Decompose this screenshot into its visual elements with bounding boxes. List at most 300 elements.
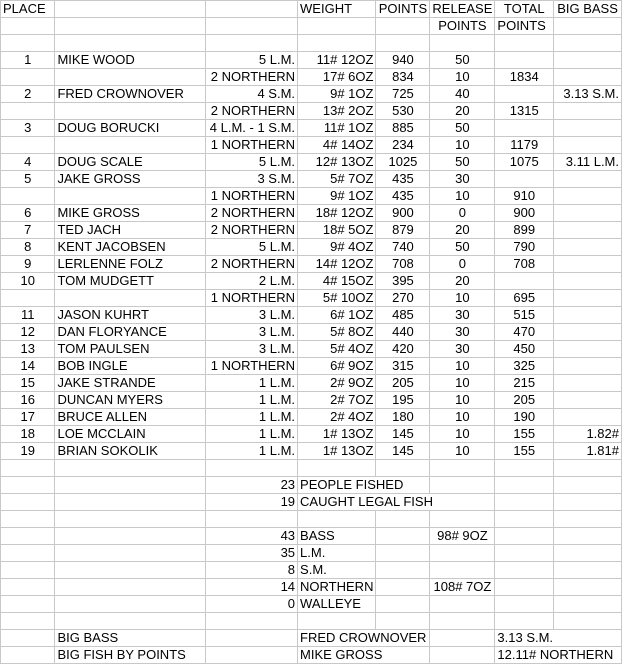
release-points-cell: 10: [430, 137, 495, 154]
weight-cell: 9# 4OZ: [298, 239, 376, 256]
release-points-cell: 20: [430, 222, 495, 239]
fish-caught-cell: 3 S.M.: [206, 171, 298, 188]
bass-count: 43: [206, 528, 298, 545]
release-points-cell: 50: [430, 154, 495, 171]
blank-cell: [495, 511, 554, 528]
blank-cell: [376, 613, 430, 630]
total-points-cell: [495, 52, 554, 69]
table-row: [1, 239, 622, 256]
sm-count: 8: [206, 562, 298, 579]
lm-row: [1, 545, 622, 562]
place-cell: 19: [1, 443, 55, 460]
blank-cell: [495, 562, 554, 579]
results-rows: [1, 52, 622, 460]
angler-name-cell: LERLENNE FOLZ: [55, 256, 206, 273]
blank-cell: [298, 613, 376, 630]
blank-cell: [1, 494, 55, 511]
total-points-cell: 899: [495, 222, 554, 239]
angler-name-cell: JASON KUHRT: [55, 307, 206, 324]
angler-name-cell: [55, 137, 206, 154]
header-release: RELEASE: [430, 1, 495, 18]
header-total: TOTAL: [495, 1, 554, 18]
weight-cell: 12# 13OZ: [298, 154, 376, 171]
total-points-cell: 1075: [495, 154, 554, 171]
blank-cell: [55, 477, 206, 494]
angler-name-cell: [55, 103, 206, 120]
table-row: [1, 171, 622, 188]
header-row-2: [1, 18, 622, 35]
blank-cell: [206, 18, 298, 35]
summary-section: [1, 460, 622, 664]
total-points-cell: 205: [495, 392, 554, 409]
big-bass-cell: [554, 103, 622, 120]
fish-caught-cell: 2 NORTHERN: [206, 205, 298, 222]
release-points-cell: 10: [430, 409, 495, 426]
angler-name-cell: TOM PAULSEN: [55, 341, 206, 358]
points-cell: 195: [376, 392, 430, 409]
points-cell: 440: [376, 324, 430, 341]
blank-cell: [430, 460, 495, 477]
fish-caught-cell: 2 NORTHERN: [206, 103, 298, 120]
fish-caught-cell: 2 L.M.: [206, 273, 298, 290]
blank-cell: [206, 613, 298, 630]
release-points-cell: 10: [430, 375, 495, 392]
blank-cell: [495, 545, 554, 562]
table-row: [1, 188, 622, 205]
blank-cell: [554, 528, 622, 545]
total-points-cell: 155: [495, 426, 554, 443]
angler-name-cell: DOUG BORUCKI: [55, 120, 206, 137]
table-row: [1, 103, 622, 120]
total-points-cell: 1179: [495, 137, 554, 154]
total-points-cell: 910: [495, 188, 554, 205]
blank-cell: [430, 545, 495, 562]
points-cell: 270: [376, 290, 430, 307]
blank-cell: [554, 613, 622, 630]
release-points-cell: 10: [430, 443, 495, 460]
blank-cell: [55, 528, 206, 545]
people-fished-row: [1, 477, 622, 494]
place-cell: [1, 137, 55, 154]
points-cell: 885: [376, 120, 430, 137]
blank-cell: [495, 579, 554, 596]
release-points-cell: 50: [430, 120, 495, 137]
table-row: [1, 290, 622, 307]
weight-cell: 17# 6OZ: [298, 69, 376, 86]
place-cell: [1, 188, 55, 205]
people-fished-label: PEOPLE FISHED: [298, 477, 430, 494]
northern-row: [1, 579, 622, 596]
blank-cell: [376, 579, 430, 596]
fish-caught-cell: 2 NORTHERN: [206, 256, 298, 273]
big-bass-cell: [554, 256, 622, 273]
blank-cell: [1, 18, 55, 35]
big-bass-cell: [554, 358, 622, 375]
place-cell: [1, 69, 55, 86]
place-cell: 18: [1, 426, 55, 443]
place-cell: [1, 290, 55, 307]
release-points-cell: 10: [430, 392, 495, 409]
big-bass-cell: [554, 392, 622, 409]
big-bass-cell: [554, 52, 622, 69]
big-fish-award-row: [1, 647, 622, 664]
table-row: [1, 443, 622, 460]
fish-caught-cell: 1 L.M.: [206, 426, 298, 443]
big-bass-cell: [554, 120, 622, 137]
spacer-row: [1, 35, 622, 52]
big-bass-cell: [554, 205, 622, 222]
weight-cell: 5# 8OZ: [298, 324, 376, 341]
points-cell: 420: [376, 341, 430, 358]
points-cell: 180: [376, 409, 430, 426]
table-row: [1, 375, 622, 392]
points-cell: 145: [376, 426, 430, 443]
weight-cell: 9# 1OZ: [298, 86, 376, 103]
header-weight: WEIGHT: [298, 1, 376, 18]
place-cell: 17: [1, 409, 55, 426]
blank-cell: [376, 460, 430, 477]
weight-cell: 6# 1OZ: [298, 307, 376, 324]
table-row: [1, 137, 622, 154]
big-fish-award-value: 12.11# NORTHERN: [495, 647, 622, 664]
weight-cell: 11# 12OZ: [298, 52, 376, 69]
release-points-cell: 10: [430, 426, 495, 443]
fish-caught-cell: 1 L.M.: [206, 375, 298, 392]
angler-name-cell: JAKE GROSS: [55, 171, 206, 188]
release-points-cell: 40: [430, 86, 495, 103]
walleye-count: 0: [206, 596, 298, 613]
weight-cell: 5# 7OZ: [298, 171, 376, 188]
blank-cell: [206, 460, 298, 477]
header-place: PLACE: [1, 1, 55, 18]
big-bass-cell: [554, 188, 622, 205]
caught-legal-count: 19: [206, 494, 298, 511]
blank-cell: [206, 630, 298, 647]
fish-caught-cell: 1 L.M.: [206, 392, 298, 409]
angler-name-cell: [55, 69, 206, 86]
caught-legal-label: CAUGHT LEGAL FISH: [298, 494, 495, 511]
points-cell: 879: [376, 222, 430, 239]
header-points: POINTS: [376, 1, 430, 18]
weight-cell: 18# 12OZ: [298, 205, 376, 222]
blank-cell: [298, 35, 376, 52]
weight-cell: 1# 13OZ: [298, 443, 376, 460]
blank-cell: [376, 596, 430, 613]
weight-cell: 6# 9OZ: [298, 358, 376, 375]
total-points-cell: 450: [495, 341, 554, 358]
big-bass-cell: [554, 137, 622, 154]
fish-caught-cell: 5 L.M.: [206, 52, 298, 69]
blank-cell: [376, 511, 430, 528]
blank-cell: [1, 35, 55, 52]
points-cell: 435: [376, 171, 430, 188]
big-bass-cell: [554, 324, 622, 341]
header-row: [1, 1, 622, 18]
weight-cell: 14# 12OZ: [298, 256, 376, 273]
big-fish-award-winner: MIKE GROSS: [298, 647, 430, 664]
points-cell: 834: [376, 69, 430, 86]
blank-cell: [1, 545, 55, 562]
table-row: [1, 426, 622, 443]
big-bass-cell: [554, 409, 622, 426]
weight-cell: 2# 7OZ: [298, 392, 376, 409]
points-cell: 145: [376, 443, 430, 460]
weight-cell: 2# 4OZ: [298, 409, 376, 426]
blank-cell: [495, 460, 554, 477]
blank-cell: [376, 528, 430, 545]
table-row: [1, 273, 622, 290]
blank-cell: [1, 477, 55, 494]
total-points-cell: 515: [495, 307, 554, 324]
table-row: [1, 120, 622, 137]
angler-name-cell: [55, 290, 206, 307]
release-points-cell: 30: [430, 324, 495, 341]
points-cell: 435: [376, 188, 430, 205]
blank-cell: [376, 35, 430, 52]
release-points-cell: 30: [430, 341, 495, 358]
blank-cell: [430, 562, 495, 579]
weight-cell: 11# 1OZ: [298, 120, 376, 137]
blank-cell: [430, 630, 495, 647]
header-big-bass: BIG BASS: [554, 1, 622, 18]
blank-cell: [376, 18, 430, 35]
blank-cell: [430, 596, 495, 613]
release-points-cell: 30: [430, 307, 495, 324]
fish-caught-cell: 4 L.M. - 1 S.M.: [206, 120, 298, 137]
fish-caught-cell: 1 NORTHERN: [206, 290, 298, 307]
weight-cell: 4# 14OZ: [298, 137, 376, 154]
release-points-cell: 20: [430, 273, 495, 290]
blank-cell: [495, 613, 554, 630]
blank-cell: [1, 511, 55, 528]
release-points-cell: 50: [430, 239, 495, 256]
big-bass-award-row: [1, 630, 622, 647]
weight-cell: 1# 13OZ: [298, 426, 376, 443]
table-row: [1, 86, 622, 103]
angler-name-cell: DUNCAN MYERS: [55, 392, 206, 409]
release-points-cell: 10: [430, 188, 495, 205]
angler-name-cell: DAN FLORYANCE: [55, 324, 206, 341]
blank-cell: [554, 494, 622, 511]
blank-cell: [554, 511, 622, 528]
angler-name-cell: BOB INGLE: [55, 358, 206, 375]
big-bass-cell: 3.11 L.M.: [554, 154, 622, 171]
points-cell: 1025: [376, 154, 430, 171]
blank-cell: [298, 460, 376, 477]
angler-name-cell: MIKE WOOD: [55, 52, 206, 69]
blank-cell: [1, 562, 55, 579]
header-fish-blank: [206, 1, 298, 18]
total-points-cell: [495, 86, 554, 103]
blank-cell: [495, 494, 554, 511]
blank-cell: [376, 562, 430, 579]
blank-cell: [554, 545, 622, 562]
place-cell: 2: [1, 86, 55, 103]
weight-cell: 13# 2OZ: [298, 103, 376, 120]
big-bass-award-label: BIG BASS: [55, 630, 206, 647]
total-points-cell: 1315: [495, 103, 554, 120]
place-cell: [1, 103, 55, 120]
points-cell: 234: [376, 137, 430, 154]
big-bass-cell: 3.13 S.M.: [554, 86, 622, 103]
big-bass-cell: [554, 239, 622, 256]
bass-row: [1, 528, 622, 545]
angler-name-cell: LOE MCCLAIN: [55, 426, 206, 443]
fish-caught-cell: 1 NORTHERN: [206, 137, 298, 154]
weight-cell: 5# 4OZ: [298, 341, 376, 358]
blank-cell: [206, 35, 298, 52]
place-cell: 15: [1, 375, 55, 392]
points-cell: 900: [376, 205, 430, 222]
release-points-cell: 0: [430, 205, 495, 222]
place-cell: 8: [1, 239, 55, 256]
blank-cell: [430, 647, 495, 664]
total-points-cell: 470: [495, 324, 554, 341]
blank-cell: [55, 613, 206, 630]
blank-cell: [495, 596, 554, 613]
angler-name-cell: DOUG SCALE: [55, 154, 206, 171]
fish-caught-cell: 4 S.M.: [206, 86, 298, 103]
place-cell: 7: [1, 222, 55, 239]
points-cell: 740: [376, 239, 430, 256]
place-cell: 6: [1, 205, 55, 222]
bass-weight: 98# 9OZ: [430, 528, 495, 545]
points-cell: 940: [376, 52, 430, 69]
blank-cell: [55, 460, 206, 477]
fish-caught-cell: 3 L.M.: [206, 324, 298, 341]
release-points-cell: 10: [430, 290, 495, 307]
place-cell: 4: [1, 154, 55, 171]
blank-cell: [55, 511, 206, 528]
big-bass-cell: [554, 273, 622, 290]
header-release-points: POINTS: [430, 18, 495, 35]
blank-cell: [430, 511, 495, 528]
points-cell: 395: [376, 273, 430, 290]
blank-cell: [206, 647, 298, 664]
blank-cell: [554, 596, 622, 613]
big-bass-cell: [554, 171, 622, 188]
big-bass-cell: [554, 290, 622, 307]
weight-cell: 9# 1OZ: [298, 188, 376, 205]
blank-cell: [1, 460, 55, 477]
fish-caught-cell: 1 L.M.: [206, 409, 298, 426]
blank-cell: [298, 511, 376, 528]
release-points-cell: 50: [430, 52, 495, 69]
weight-cell: 18# 5OZ: [298, 222, 376, 239]
place-cell: 11: [1, 307, 55, 324]
table-row: [1, 222, 622, 239]
spacer-row: [1, 511, 622, 528]
angler-name-cell: TED JACH: [55, 222, 206, 239]
blank-cell: [55, 494, 206, 511]
header-name-blank: [55, 1, 206, 18]
weight-cell: 5# 10OZ: [298, 290, 376, 307]
total-points-cell: [495, 171, 554, 188]
blank-cell: [55, 35, 206, 52]
big-bass-award-winner: FRED CROWNOVER: [298, 630, 430, 647]
northern-count: 14: [206, 579, 298, 596]
blank-cell: [55, 18, 206, 35]
place-cell: 13: [1, 341, 55, 358]
points-cell: 530: [376, 103, 430, 120]
total-points-cell: [495, 273, 554, 290]
sm-label: S.M.: [298, 562, 376, 579]
big-bass-cell: [554, 222, 622, 239]
big-bass-cell: [554, 341, 622, 358]
total-points-cell: 1834: [495, 69, 554, 86]
table-row: [1, 69, 622, 86]
angler-name-cell: KENT JACOBSEN: [55, 239, 206, 256]
blank-cell: [495, 528, 554, 545]
angler-name-cell: BRIAN SOKOLIK: [55, 443, 206, 460]
blank-cell: [55, 579, 206, 596]
place-cell: 12: [1, 324, 55, 341]
weight-cell: 2# 9OZ: [298, 375, 376, 392]
angler-name-cell: TOM MUDGETT: [55, 273, 206, 290]
fish-caught-cell: 3 L.M.: [206, 307, 298, 324]
total-points-cell: 708: [495, 256, 554, 273]
big-bass-award-value: 3.13 S.M.: [495, 630, 622, 647]
place-cell: 16: [1, 392, 55, 409]
place-cell: 5: [1, 171, 55, 188]
total-points-cell: 900: [495, 205, 554, 222]
release-points-cell: 0: [430, 256, 495, 273]
table-row: [1, 307, 622, 324]
total-points-cell: 155: [495, 443, 554, 460]
bass-label: BASS: [298, 528, 376, 545]
spacer-row: [1, 460, 622, 477]
blank-cell: [55, 596, 206, 613]
blank-cell: [495, 35, 554, 52]
blank-cell: [1, 647, 55, 664]
weight-cell: 4# 15OZ: [298, 273, 376, 290]
blank-cell: [430, 613, 495, 630]
fish-caught-cell: 5 L.M.: [206, 154, 298, 171]
fish-caught-cell: 2 NORTHERN: [206, 69, 298, 86]
total-points-cell: 695: [495, 290, 554, 307]
total-points-cell: 215: [495, 375, 554, 392]
walleye-row: [1, 596, 622, 613]
table-row: [1, 341, 622, 358]
table-row: [1, 392, 622, 409]
angler-name-cell: MIKE GROSS: [55, 205, 206, 222]
fish-caught-cell: 3 L.M.: [206, 341, 298, 358]
blank-cell: [206, 511, 298, 528]
blank-cell: [554, 18, 622, 35]
fish-caught-cell: 1 NORTHERN: [206, 358, 298, 375]
angler-name-cell: FRED CROWNOVER: [55, 86, 206, 103]
sm-row: [1, 562, 622, 579]
blank-cell: [495, 477, 554, 494]
angler-name-cell: [55, 188, 206, 205]
table-row: [1, 256, 622, 273]
walleye-label: WALLEYE: [298, 596, 376, 613]
lm-label: L.M.: [298, 545, 376, 562]
big-bass-cell: [554, 69, 622, 86]
blank-cell: [55, 545, 206, 562]
blank-cell: [430, 477, 495, 494]
blank-cell: [1, 596, 55, 613]
release-points-cell: 10: [430, 69, 495, 86]
table-row: [1, 205, 622, 222]
big-fish-award-label: BIG FISH BY POINTS: [55, 647, 206, 664]
blank-cell: [554, 460, 622, 477]
release-points-cell: 30: [430, 171, 495, 188]
caught-legal-row: [1, 494, 622, 511]
blank-cell: [430, 35, 495, 52]
place-cell: 14: [1, 358, 55, 375]
northern-label: NORTHERN: [298, 579, 376, 596]
